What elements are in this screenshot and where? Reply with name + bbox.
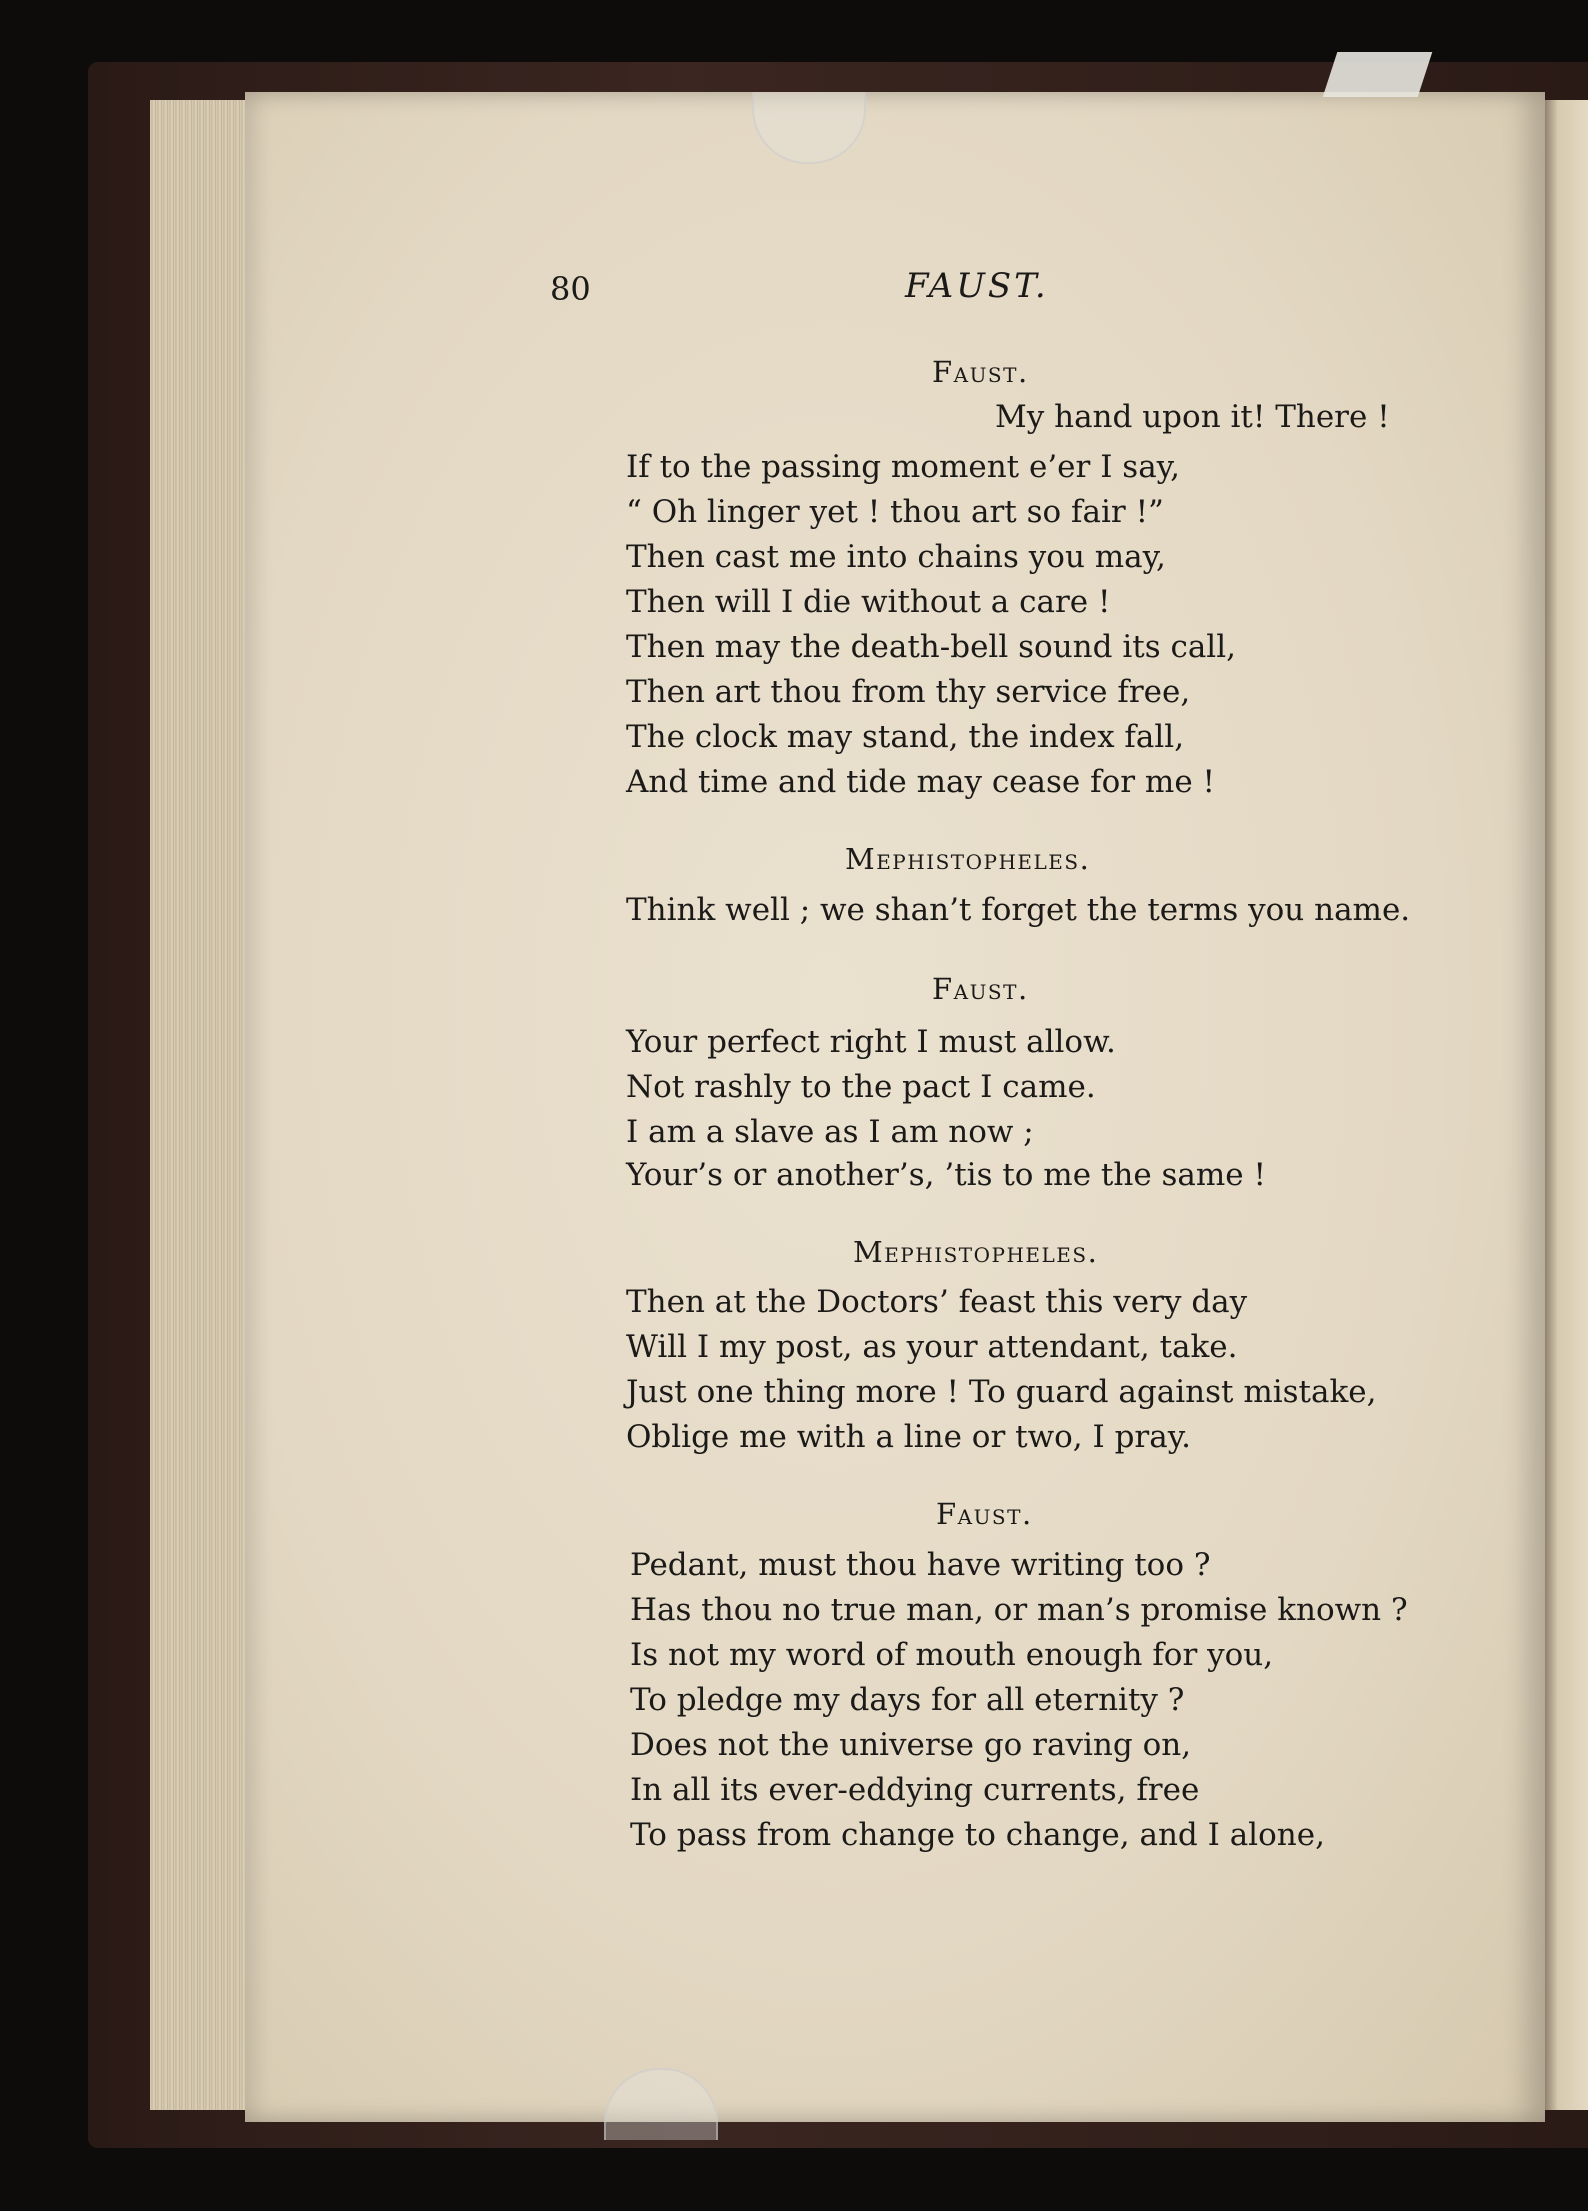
speaker-faust: Faust. — [932, 355, 1029, 389]
verse-line: Not rashly to the pact I came. — [626, 1069, 1096, 1105]
verse-line: Then at the Doctors’ feast this very day — [626, 1284, 1248, 1320]
verse-line: Then will I die without a care ! — [626, 584, 1111, 620]
verse-line: My hand upon it! There ! — [995, 399, 1390, 435]
verse-line: I am a slave as I am now ; — [626, 1114, 1034, 1150]
verse-line: If to the passing moment e’er I say, — [626, 449, 1180, 485]
verse-line: Think well ; we shan’t forget the terms you name. — [626, 892, 1411, 928]
verse-line: Has thou no true man, or man’s promise known ? — [630, 1592, 1408, 1628]
verse-line: Is not my word of mouth enough for you, — [630, 1637, 1274, 1673]
facing-page-edge — [1545, 100, 1588, 2110]
verse-line: “ Oh linger yet ! thou art so fair !” — [626, 494, 1164, 530]
verse-line: Your’s or another’s, ’tis to me the same ! — [626, 1157, 1266, 1193]
verse-line: Just one thing more ! To guard against mistake, — [626, 1374, 1377, 1410]
speaker-faust: Faust. — [936, 1497, 1033, 1531]
page-number: 80 — [550, 270, 591, 308]
verse-line: Will I my post, as your attendant, take. — [626, 1329, 1238, 1365]
verse-line: Your perfect right I must allow. — [626, 1024, 1116, 1060]
page-edges — [150, 100, 250, 2110]
speaker-mephistopheles: Mephistopheles. — [853, 1235, 1099, 1269]
paper-tab — [1323, 52, 1433, 97]
verse-line: The clock may stand, the index fall, — [626, 719, 1185, 755]
verse-line: Then may the death-bell sound its call, — [626, 629, 1236, 665]
verse-line: Then art thou from thy service free, — [626, 674, 1191, 710]
running-title: FAUST. — [905, 266, 1049, 306]
verse-line: Does not the universe go raving on, — [630, 1727, 1192, 1763]
speaker-faust: Faust. — [932, 972, 1029, 1006]
verse-line: To pass from change to change, and I alone, — [630, 1817, 1325, 1853]
verse-line: Oblige me with a line or two, I pray. — [626, 1419, 1191, 1455]
verse-line: In all its ever-eddying currents, free — [630, 1772, 1200, 1808]
verse-line: To pledge my days for all eternity ? — [630, 1682, 1185, 1718]
speaker-mephistopheles: Mephistopheles. — [845, 842, 1091, 876]
verse-line: Pedant, must thou have writing too ? — [630, 1547, 1211, 1583]
verse-line: Then cast me into chains you may, — [626, 539, 1166, 575]
verse-line: And time and tide may cease for me ! — [626, 764, 1215, 800]
